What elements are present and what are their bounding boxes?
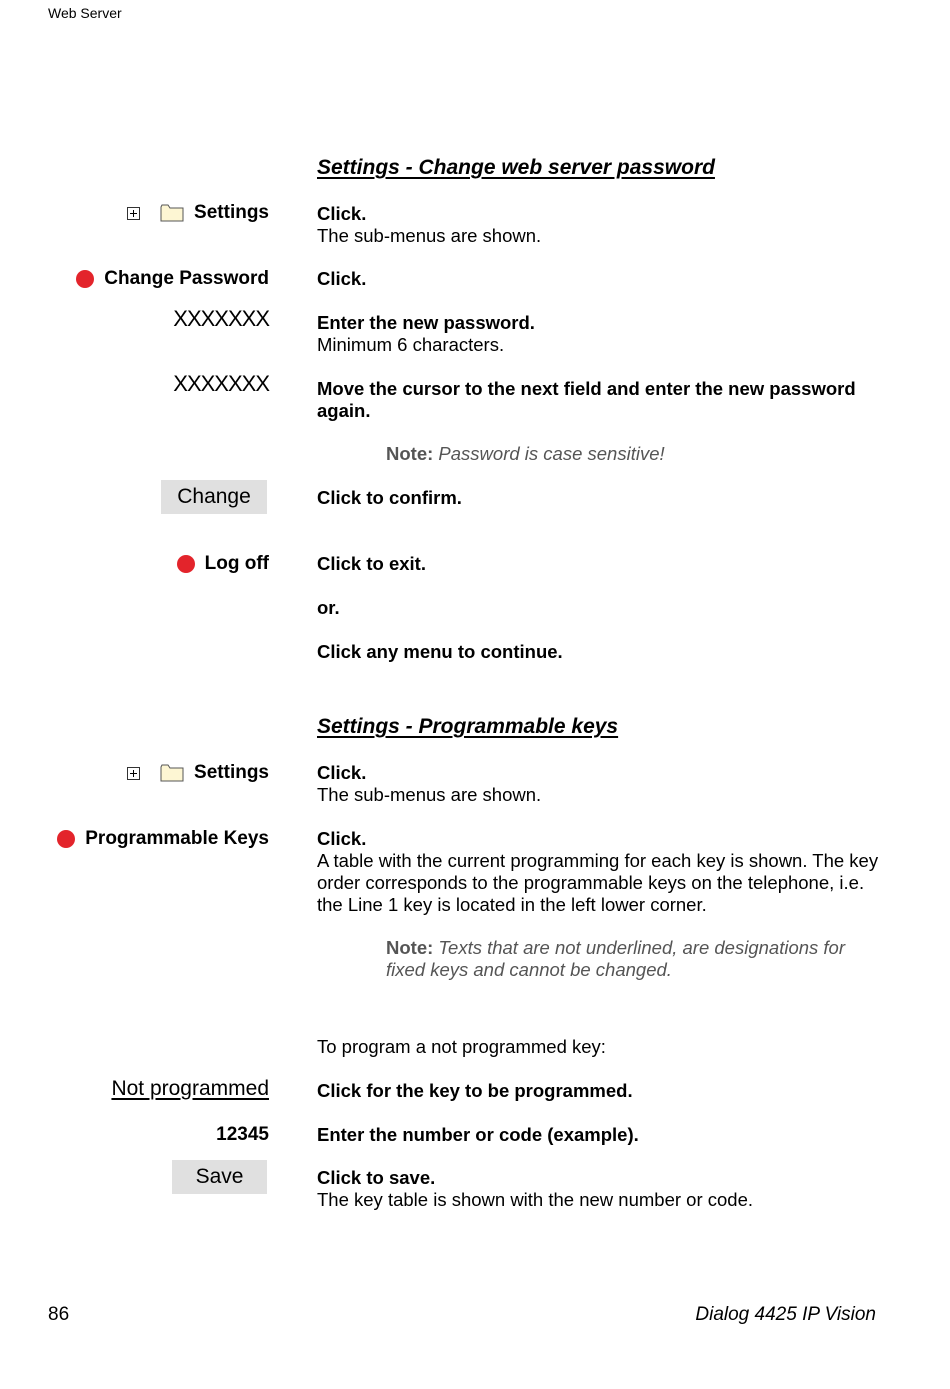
folder-icon bbox=[160, 764, 184, 782]
instruction-desc: The sub-menus are shown. bbox=[317, 225, 542, 246]
instruction-desc: Minimum 6 characters. bbox=[317, 334, 505, 355]
note-text: Texts that are not underlined, are designations for fixed keys and cannot be changed. bbox=[386, 937, 845, 980]
change-password-label: Change Password bbox=[104, 268, 269, 289]
note-text: Password is case sensitive! bbox=[438, 443, 665, 464]
change-password-menu-item[interactable] bbox=[76, 268, 269, 290]
log-off-menu-item[interactable] bbox=[177, 553, 269, 575]
instruction-desc: A table with the current programming for each key is shown. The key order corresponds to the programmable keys on the telephone, i.e. the Line 1 key is located in the left lower corner. bbox=[317, 850, 879, 915]
settings-instruction bbox=[317, 203, 882, 247]
move-cursor-instruction: Move the cursor to the next field and enter the new password again. bbox=[317, 378, 856, 421]
programmable-keys-label: Programmable Keys bbox=[85, 828, 269, 849]
note-label: Note: bbox=[386, 443, 434, 464]
instruction-title: Click. bbox=[317, 203, 367, 224]
or-text: or. bbox=[317, 597, 340, 618]
bullet-icon bbox=[57, 830, 75, 848]
save-instruction bbox=[317, 1167, 882, 1211]
settings-menu-item[interactable] bbox=[127, 762, 269, 784]
settings-label: Settings bbox=[194, 202, 269, 223]
note-label: Note: bbox=[386, 937, 434, 958]
section-heading-password: Settings - Change web server password bbox=[317, 156, 715, 179]
password-field[interactable]: XXXXXXX bbox=[173, 306, 269, 331]
settings-instruction bbox=[317, 762, 882, 806]
enter-password-instruction bbox=[317, 312, 882, 356]
save-button[interactable]: Save bbox=[172, 1160, 267, 1194]
bullet-icon bbox=[76, 270, 94, 288]
expand-plus-icon[interactable] bbox=[127, 767, 140, 780]
folder-icon bbox=[160, 204, 184, 222]
programmable-keys-instruction bbox=[317, 828, 882, 916]
instruction-desc: The key table is shown with the new number or code. bbox=[317, 1189, 754, 1210]
change-button[interactable]: Change bbox=[161, 480, 267, 514]
expand-plus-icon[interactable] bbox=[127, 207, 140, 220]
enter-number-instruction: Enter the number or code (example). bbox=[317, 1124, 639, 1145]
confirm-password-field[interactable]: XXXXXXX bbox=[173, 371, 269, 396]
not-programmed-link[interactable]: Not programmed bbox=[111, 1077, 269, 1100]
click-key-instruction: Click for the key to be programmed. bbox=[317, 1080, 633, 1101]
settings-label: Settings bbox=[194, 762, 269, 783]
instruction-title: Click. bbox=[317, 828, 367, 849]
instruction-title: Click to save. bbox=[317, 1167, 436, 1188]
note-password bbox=[386, 443, 876, 465]
log-off-label: Log off bbox=[204, 553, 269, 574]
note-fixed-keys bbox=[386, 937, 876, 981]
exit-instruction: Click to exit. bbox=[317, 553, 426, 574]
instruction-title: Click. bbox=[317, 762, 367, 783]
program-intro: To program a not programmed key: bbox=[317, 1036, 606, 1057]
confirm-instruction: Click to confirm. bbox=[317, 487, 462, 508]
running-header: Web Server bbox=[48, 5, 122, 21]
section-heading-programmable-keys: Settings - Programmable keys bbox=[317, 715, 619, 738]
product-name: Dialog 4425 IP Vision bbox=[695, 1304, 876, 1325]
instruction-desc: The sub-menus are shown. bbox=[317, 784, 542, 805]
bullet-icon bbox=[177, 555, 195, 573]
programmable-keys-menu-item[interactable] bbox=[57, 828, 269, 850]
page-number: 86 bbox=[48, 1304, 70, 1325]
settings-menu-item[interactable] bbox=[127, 202, 269, 224]
instruction-title: Enter the new password. bbox=[317, 312, 535, 333]
change-password-instruction: Click. bbox=[317, 268, 367, 289]
continue-instruction: Click any menu to continue. bbox=[317, 641, 563, 662]
number-input[interactable]: 12345 bbox=[216, 1124, 269, 1145]
